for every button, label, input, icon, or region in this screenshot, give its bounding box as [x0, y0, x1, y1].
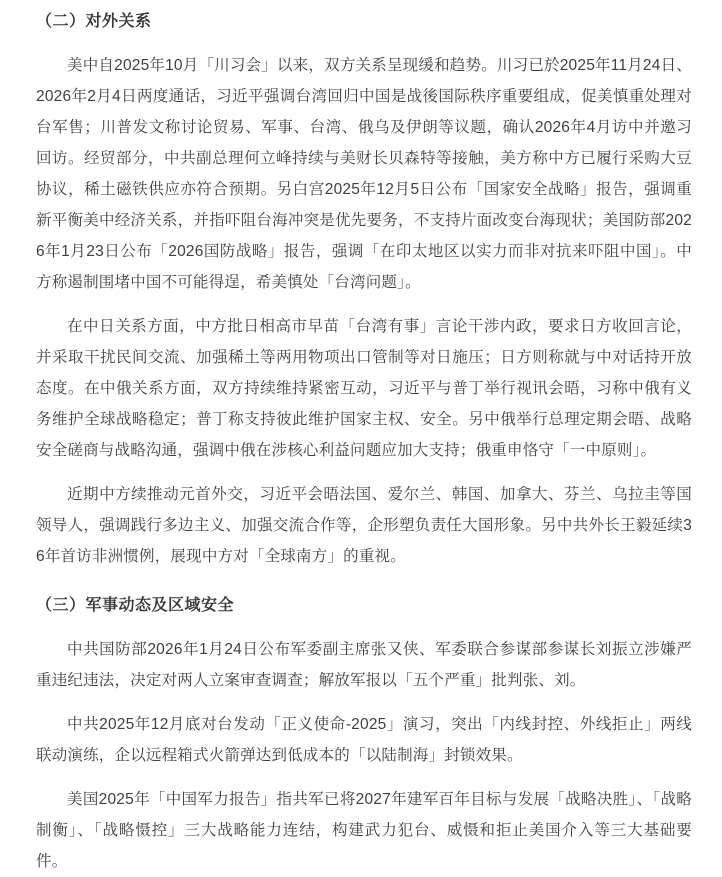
section-heading-military-regional-security: （三）军事动态及区域安全 — [36, 597, 235, 614]
paragraph-military-officials-investigation: 中共国防部2026年1月24日公布军委副主席张又侠、军委联合参谋部参谋长刘振立涉嫌严重违纪违法，决定对两人立案审查调查；解放军报以「五个严重」批判张、刘。 — [36, 641, 692, 689]
section-heading-foreign-relations: （二）对外关系 — [36, 13, 152, 30]
paragraph-china-japan-russia-relations: 在中日关系方面，中方批日相高市早苗「台湾有事」言论干涉内政，要求日方收回言论，并采取干扰民间交流、加强稀土等两用物项出口管制等对日施压；日方则称就与中对话持开放态度。在中俄关系方面，双方持续维持紧密互动，习近平与普丁举行视讯会晤，习称中俄有义务维护全球战略稳定；普丁称支持彼此维护国家主权、安全。另中俄举行总理定期会晤、战略安全磋商与战略沟通，强调中俄在涉核心利益问题应加大支持；俄重申恪守「一中原则」。 — [36, 318, 692, 459]
paragraph-head-of-state-diplomacy: 近期中方续推动元首外交，习近平会晤法国、爱尔兰、韩国、加拿大、芬兰、乌拉圭等国领导人，强调践行多边主义、加强交流合作等，企形塑负责任大国形象。另中共外长王毅延续36年首访非洲惯例，展现中方对「全球南方」的重视。 — [36, 486, 692, 565]
paragraph-military-exercise: 中共2025年12月底对台发动「正义使命-2025」演习，突出「内线封控、外线拒止」两线联动演练，企以远程箱式火箭弹达到低成本的「以陆制海」封锁效果。 — [36, 716, 692, 764]
paragraph-us-china-relations: 美中自2025年10月「川习会」以来，双方关系呈现缓和趋势。川习已於2025年11月24日、2026年2月4日两度通话，习近平强调台湾回归中国是战後国际秩序重要组成，促美慎重处理对台军售；川普发文称讨论贸易、军事、台湾、俄乌及伊朗等议题，确认2026年4月访中并邀习回访。经贸部分，中共副总理何立峰持续与美财长贝森特等接触，美方称中方已履行采购大豆协议，稀土磁铁供应亦符合预期。另白宫2025年12月5日公布「国家安全战略」报告，强调重新平衡美中经济关系，并指吓阻台海冲突是优先要务，不支持片面改变台海现状；美国防部2026年1月23日公布「2026国防战略」报告，强调「在印太地区以实力而非对抗来吓阻中国」。中方称遏制围堵中国不可能得逞，希美慎处「台湾问题」。 — [36, 57, 692, 291]
paragraph-us-china-military-power-report: 美国2025年「中国军力报告」指共军已将2027年建军百年目标与发展「战略决胜」、「战略制衡」、「战略慑控」三大战略能力连结，构建武力犯台、威慑和拒止美国介入等三大基础要件。 — [36, 791, 692, 870]
